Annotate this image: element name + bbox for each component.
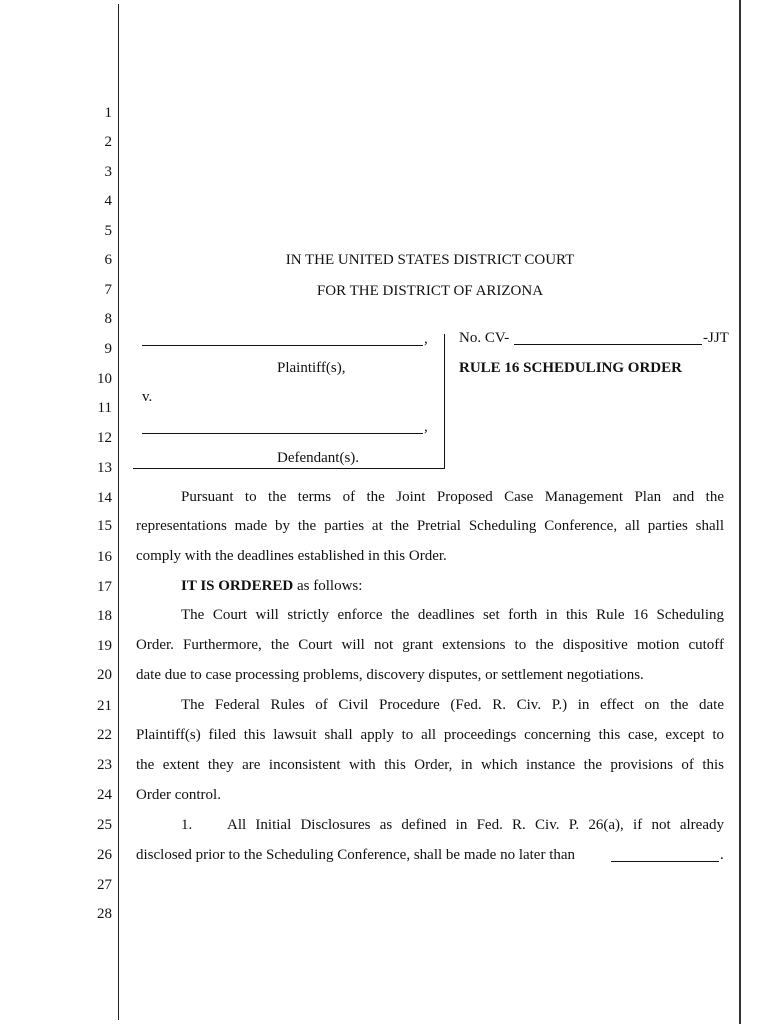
line-number: 19 <box>97 638 112 654</box>
paragraph-2-line-2: Order. Furthermore, the Court will not grant extensions to the dispositive motion cutoff <box>136 637 724 653</box>
line-number: 27 <box>97 877 112 893</box>
line-number: 26 <box>97 847 112 863</box>
line-number: 25 <box>97 817 112 833</box>
right-margin-rule <box>739 0 741 1024</box>
caption-comma-2: , <box>424 419 428 435</box>
item-1-number: 1. <box>181 817 193 833</box>
order-title: RULE 16 SCHEDULING ORDER <box>459 360 682 376</box>
line-number: 1 <box>104 105 112 121</box>
case-number-prefix: No. CV- <box>459 330 510 346</box>
line-number: 6 <box>104 252 112 268</box>
paragraph-2-line-1: The Court will strictly enforce the deadlines set forth in this Rule 16 Scheduling <box>181 607 724 623</box>
line-number: 11 <box>97 400 112 416</box>
ordered-line <box>181 577 362 595</box>
paragraph-3-line-4: Order control. <box>136 787 221 803</box>
ordered-rest: as follows: <box>293 578 363 594</box>
case-number-suffix: -JJT <box>703 330 729 346</box>
line-number: 9 <box>104 341 112 357</box>
line-number: 20 <box>97 667 112 683</box>
left-margin-rule <box>118 4 119 1020</box>
line-number: 10 <box>97 371 112 387</box>
ordered-bold: IT IS ORDERED <box>181 578 294 594</box>
line-number: 28 <box>97 906 112 922</box>
case-number-line <box>514 344 702 345</box>
caption-bottom-rule <box>133 468 445 469</box>
paragraph-1-line-3: comply with the deadlines established in this Order. <box>136 548 447 564</box>
line-number: 8 <box>104 311 112 327</box>
defendant-label: Defendant(s). <box>277 450 360 466</box>
line-number: 14 <box>97 490 112 506</box>
paragraph-1-line-2: representations made by the parties at the Pretrial Scheduling Conference, all parties shall <box>136 518 724 534</box>
line-number: 12 <box>97 430 112 446</box>
item-1-period: . <box>720 847 724 863</box>
paragraph-3-line-2: Plaintiff(s) filed this lawsuit shall apply to all proceedings concerning this case, except to <box>136 727 724 743</box>
line-number: 4 <box>104 193 112 209</box>
versus-label: v. <box>142 389 153 405</box>
plaintiff-name-line <box>142 345 423 346</box>
paragraph-1-line-1: Pursuant to the terms of the Joint Proposed Case Management Plan and the <box>181 489 724 505</box>
court-name: IN THE UNITED STATES DISTRICT COURT <box>285 252 575 268</box>
caption-comma-1: , <box>424 331 428 347</box>
defendant-name-line <box>142 433 423 434</box>
line-number: 18 <box>97 608 112 624</box>
line-number: 16 <box>97 549 112 565</box>
paragraph-2-line-3: date due to case processing problems, discovery disputes, or settlement negotiations. <box>136 667 644 683</box>
paragraph-3-line-3: the extent they are inconsistent with this Order, in which instance the provisions of this <box>136 757 724 773</box>
disclosure-date-line <box>611 861 719 862</box>
line-number: 2 <box>104 134 112 150</box>
line-number: 17 <box>97 579 112 595</box>
line-number: 21 <box>97 698 112 714</box>
line-number: 23 <box>97 757 112 773</box>
paragraph-3-line-1: The Federal Rules of Civil Procedure (Fed. R. Civ. P.) in effect on the date <box>181 697 724 713</box>
plaintiff-label: Plaintiff(s), <box>277 360 346 376</box>
item-1-line-1: All Initial Disclosures as defined in Fed. R. Civ. P. 26(a), if not already <box>227 817 724 833</box>
line-number: 15 <box>97 518 112 534</box>
line-number: 24 <box>97 787 112 803</box>
line-number: 3 <box>104 164 112 180</box>
line-number: 22 <box>97 727 112 743</box>
line-number: 13 <box>97 460 112 476</box>
court-district: FOR THE DISTRICT OF ARIZONA <box>316 283 544 299</box>
caption-divider <box>444 334 445 469</box>
line-number: 5 <box>104 223 112 239</box>
line-number: 7 <box>104 282 112 298</box>
item-1-line-2: disclosed prior to the Scheduling Conference, shall be made no later than <box>136 847 576 863</box>
